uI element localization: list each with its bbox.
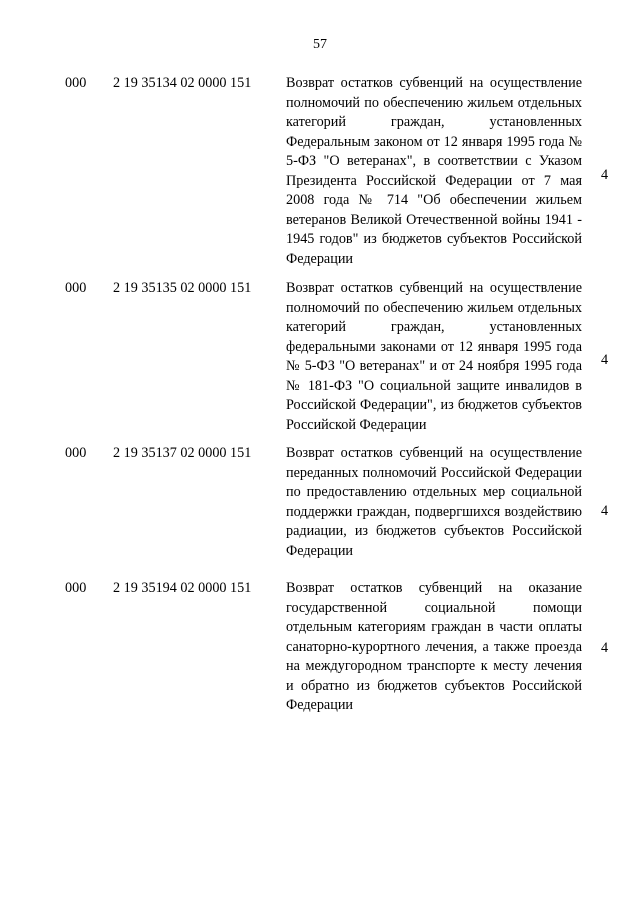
- page-number: 57: [313, 37, 327, 52]
- row-amount: 4: [601, 167, 609, 183]
- row-description: Возврат остатков субвенций на осуществление переданных полномочий Российской Федерации по предоставлению отдельных мер социальной поддержки граждан, подвергшихся воздействию радиации, из бюджетов субъектов Российской Федерации: [286, 445, 582, 559]
- budget-classification-code: 2 19 35194 02 0000 151: [113, 580, 252, 596]
- row-description: Возврат остатков субвенций на оказание государственной социальной помощи отдельным категориям граждан в части оплаты санаторно-курортного лечения, а также проезда на междугородном транспорте к месту лечения и обратно из бюджетов субъектов Российской Федерации: [286, 580, 582, 713]
- admin-code: 000: [65, 445, 87, 461]
- row-amount: 4: [601, 503, 609, 519]
- budget-classification-code: 2 19 35137 02 0000 151: [113, 445, 252, 461]
- row-description: Возврат остатков субвенций на осуществление полномочий по обеспечению жильем отдельных категорий граждан, установленных федеральными законами от 12 января 1995 года № 5-ФЗ "О ветеранах" и от 24 ноября 1995 года № 181-ФЗ "О социальной защите инвалидов в Российской Федерации", из бюджетов субъектов Российской Федерации: [286, 280, 582, 433]
- admin-code: 000: [65, 75, 87, 91]
- row-amount: 4: [601, 352, 609, 368]
- budget-classification-code: 2 19 35135 02 0000 151: [113, 280, 252, 296]
- row-description: Возврат остатков субвенций на осуществление полномочий по обеспечению жильем отдельных категорий граждан, установленных Федеральным законом от 12 января 1995 года № 5-ФЗ "О ветеранах", в соответствии с Указом Президента Российской Федерации от 7 мая 2008 года № 714 "Об обеспечении жильем ветеранов Великой Отечественной войны 1941 - 1945 годов" из бюджетов субъектов Российской Федерации: [286, 75, 582, 267]
- admin-code: 000: [65, 580, 87, 596]
- row-amount: 4: [601, 640, 609, 656]
- budget-classification-code: 2 19 35134 02 0000 151: [113, 75, 252, 91]
- admin-code: 000: [65, 280, 87, 296]
